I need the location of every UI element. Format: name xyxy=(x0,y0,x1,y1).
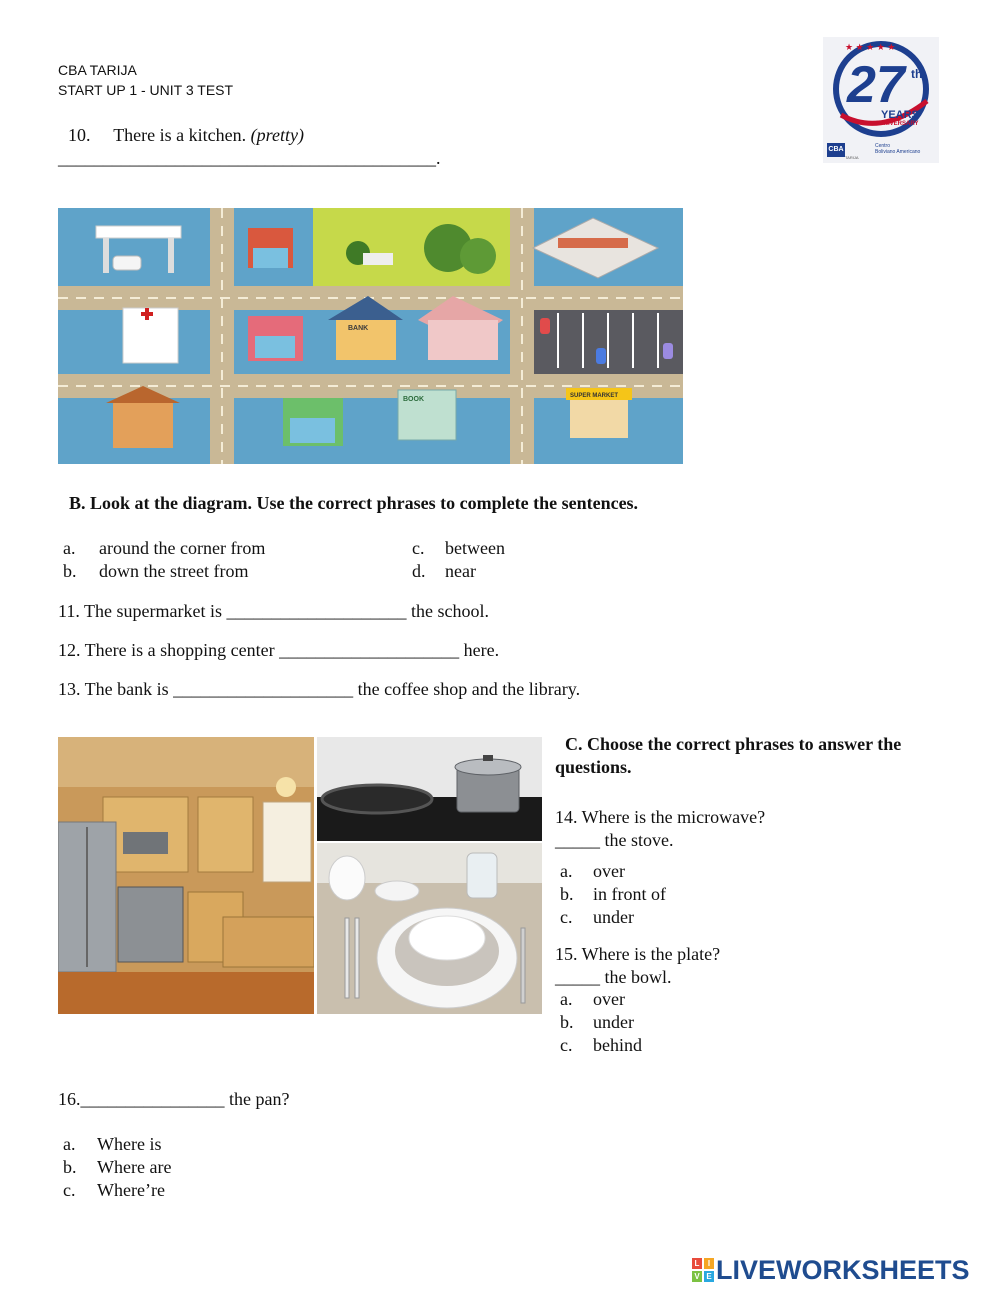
liveworksheets-logo xyxy=(692,1255,992,1285)
q14-option-c[interactable]: c. under xyxy=(560,907,634,927)
pan-pot-photo xyxy=(317,737,542,841)
option-a[interactable]: a. around the corner from xyxy=(63,538,266,558)
section-b-title: B. Look at the diagram. Use the correct phrases to complete the sentences. xyxy=(69,493,639,513)
question-16-options xyxy=(63,1133,171,1202)
question-14-options xyxy=(560,860,666,929)
q16-option-c[interactable]: c. Where’re xyxy=(63,1180,165,1200)
book-sign: BOOK xyxy=(403,396,424,403)
q16-option-a[interactable]: a. Where is xyxy=(63,1134,162,1154)
liveworksheets-wordmark: LIVEWORKSHEETS xyxy=(716,1255,970,1285)
q15-option-b[interactable]: b. under xyxy=(560,1012,634,1032)
supermarket-sign: SUPER MARKET xyxy=(570,393,619,399)
logo-suffix: th xyxy=(911,67,923,81)
question-14-blank[interactable]: _____ the stove. xyxy=(555,830,674,850)
logo-years: YEARS xyxy=(881,109,919,121)
header xyxy=(58,60,233,100)
option-c[interactable]: c. between xyxy=(412,538,505,558)
option-list-right xyxy=(412,537,505,583)
q14-option-a[interactable]: a. over xyxy=(560,861,625,881)
question-number: 10. xyxy=(68,125,91,145)
question-13[interactable]: 13. The bank is ____________________ the coffee shop and the library. xyxy=(58,679,581,699)
anniversary-logo xyxy=(823,37,939,163)
svg-text:★ ★ ★ ★ ★: ★ ★ ★ ★ ★ xyxy=(845,42,896,52)
question-15-blank[interactable]: _____ the bowl. xyxy=(555,967,672,987)
logo-number: 27 xyxy=(847,56,905,114)
logo-cba-badge: CBA xyxy=(827,143,845,157)
question-hint: (pretty) xyxy=(250,125,304,145)
question-15-options xyxy=(560,988,642,1057)
answer-line-10[interactable]: __________________________________________. xyxy=(58,148,441,168)
logo-org: Centro Boliviano Americano xyxy=(875,143,921,155)
option-b[interactable]: b. down the street from xyxy=(63,561,249,581)
logo-tarija: TARIJA xyxy=(845,155,859,160)
q16-option-b[interactable]: b. Where are xyxy=(63,1157,172,1177)
question-12[interactable]: 12. There is a shopping center ____________________ here. xyxy=(58,640,500,660)
option-d[interactable]: d. near xyxy=(412,561,476,581)
logo-anniversary: ANNIVERSARY xyxy=(875,121,919,127)
kitchen-photo xyxy=(58,737,314,1014)
question-16[interactable]: 16.________________ the pan? xyxy=(58,1089,290,1109)
plates-photo xyxy=(317,843,542,1014)
liveworksheets-badge-icon: L I V E xyxy=(692,1258,714,1282)
city-map-image xyxy=(58,208,683,464)
test-name: START UP 1 - UNIT 3 TEST xyxy=(58,82,234,98)
question-text: There is a kitchen. xyxy=(113,125,247,145)
question-14 xyxy=(555,806,765,852)
question-10 xyxy=(68,124,304,147)
question-15 xyxy=(555,943,720,989)
question-11[interactable]: 11. The supermarket is ____________________ the school. xyxy=(58,601,489,621)
q15-option-c[interactable]: c. behind xyxy=(560,1035,642,1055)
school-name: CBA TARIJA xyxy=(58,62,137,78)
section-c-title: C. Choose the correct phrases to answer the questions. xyxy=(555,734,902,777)
q14-option-b[interactable]: b. in front of xyxy=(560,884,666,904)
option-list-left xyxy=(63,537,265,583)
q15-option-a[interactable]: a. over xyxy=(560,989,625,1009)
question-15-text: 15. Where is the plate? xyxy=(555,944,721,964)
bank-sign: BANK xyxy=(348,325,369,332)
question-14-text: 14. Where is the microwave? xyxy=(555,807,766,827)
